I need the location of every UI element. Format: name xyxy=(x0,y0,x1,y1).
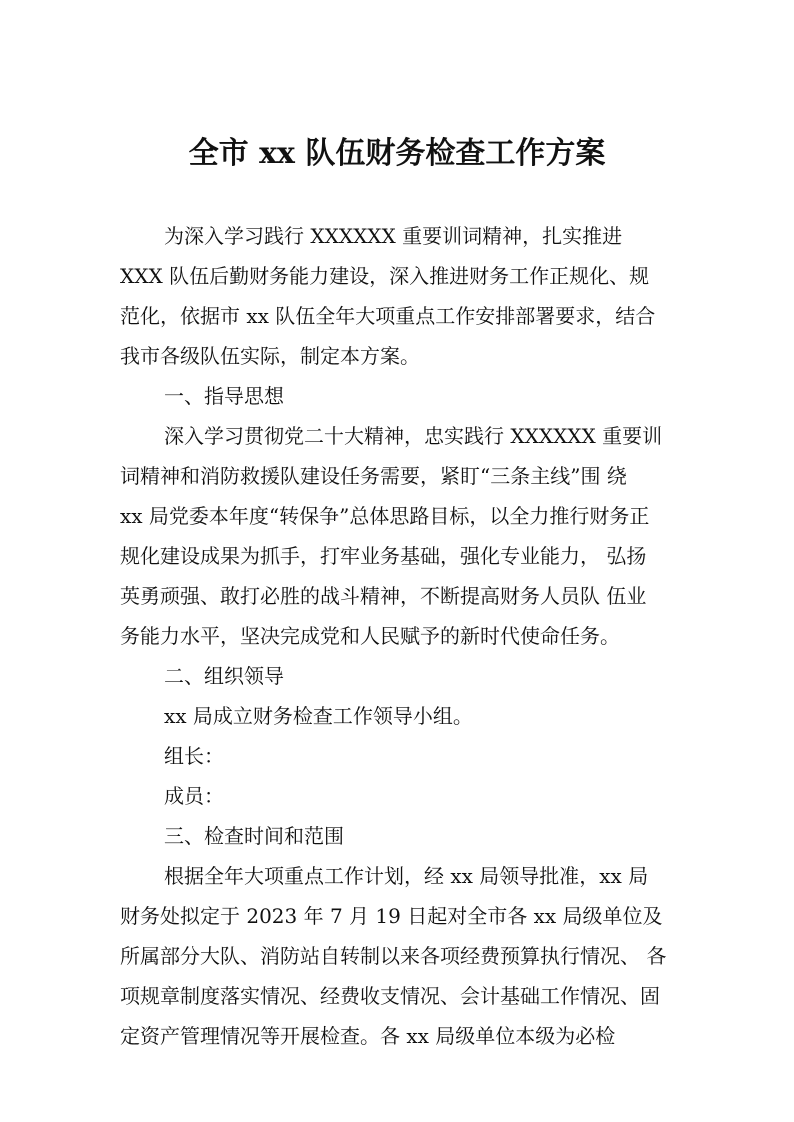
paragraph-line: 根据全年大项重点工作计划，经 xx 局领导批准，xx 局 xyxy=(164,864,649,888)
document-title: 全市 xx 队伍财务检查工作方案 xyxy=(188,136,606,171)
section-heading-organization: 二、组织领导 xyxy=(164,664,284,688)
paragraph-line: xx 局成立财务检查工作领导小组。 xyxy=(164,704,473,728)
group-leader-line: 组长： xyxy=(164,744,224,768)
paragraph-line: 词精神和消防救援队建设任务需要，紧盯“三条主线”围 绕 xyxy=(120,464,627,488)
paragraph-line: XXX 队伍后勤财务能力建设，深入推进财务工作正规化、规 xyxy=(120,264,650,288)
paragraph-line: 所属部分大队、消防站自转制以来各项经费预算执行情况、 各 xyxy=(120,944,667,968)
document-body xyxy=(120,216,682,1056)
paragraph-line: 定资产管理情况等开展检查。各 xx 局级单位本级为必检 xyxy=(120,1024,616,1048)
paragraph-line: 项规章制度落实情况、经费收支情况、会计基础工作情况、固 xyxy=(120,984,660,1008)
paragraph-line: 为深入学习践行 XXXXXX 重要训词精神，扎实推进 xyxy=(164,224,623,248)
paragraph-line: 深入学习贯彻党二十大精神，忠实践行 XXXXXX 重要训 xyxy=(164,424,663,448)
paragraph-line: 财务处拟定于 2023 年 7 月 19 日起对全市各 xx 局级单位及 xyxy=(120,904,663,928)
paragraph-line: 我市各级队伍实际，制定本方案。 xyxy=(120,344,420,368)
paragraph-line: 规化建设成果为抓手，打牢业务基础，强化专业能力， 弘扬 xyxy=(120,544,647,568)
paragraph-line: 范化，依据市 xx 队伍全年大项重点工作安排部署要求，结合 xyxy=(120,304,656,328)
paragraph-line: 务能力水平，坚决完成党和人民赋予的新时代使命任务。 xyxy=(120,624,620,648)
paragraph-line: 英勇顽强、敢打必胜的战斗精神，不断提高财务人员队 伍业 xyxy=(120,584,647,608)
group-members-line: 成员： xyxy=(164,784,224,808)
section-heading-guiding-ideology: 一、指导思想 xyxy=(164,384,284,408)
section-heading-time-scope: 三、检查时间和范围 xyxy=(164,824,344,848)
paragraph-line: xx 局党委本年度“转保争”总体思路目标，以全力推行财务正 xyxy=(120,504,650,528)
